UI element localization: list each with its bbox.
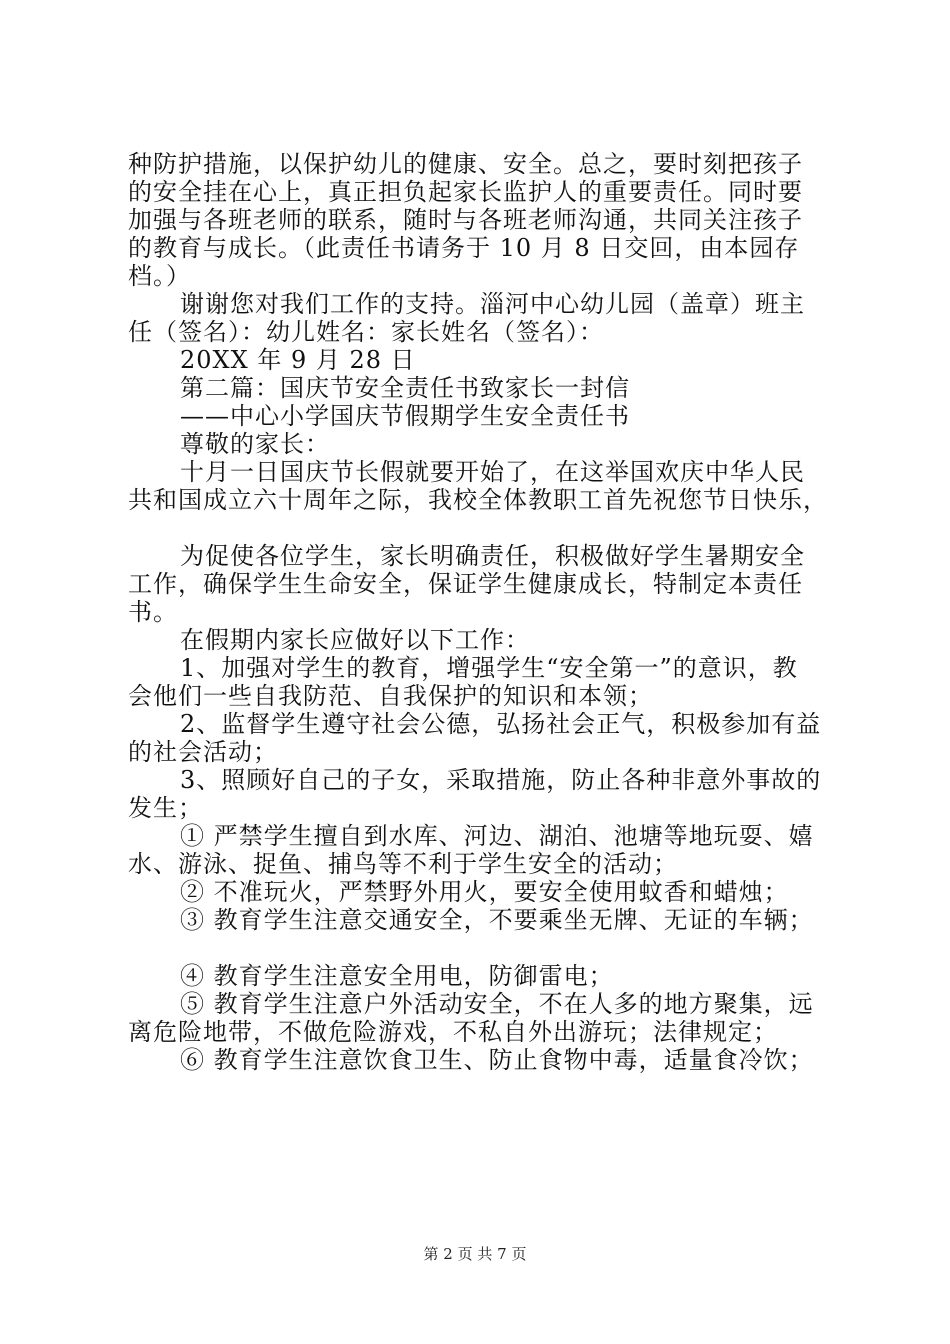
text-line: 工作，确保学生生命安全，保证学生健康成长，特制定本责任 xyxy=(128,570,803,598)
text-line: 档。） xyxy=(128,262,191,290)
list-item: 2、监督学生遵守社会公德，弘扬社会正气，积极参加有益 xyxy=(180,710,822,738)
text-line: 加强与各班老师的联系，随时与各班老师沟通，共同关注孩子 xyxy=(128,206,803,234)
paragraph-gap xyxy=(128,514,828,542)
salutation: 尊敬的家长： xyxy=(180,430,330,458)
text-line: 水、游泳、捉鱼、捕鸟等不利于学生安全的活动； xyxy=(128,850,678,878)
document-body xyxy=(128,150,828,1074)
section-subtitle: ——中心小学国庆节假期学生安全责任书 xyxy=(180,402,630,430)
text-line: 种防护措施，以保护幼儿的健康、安全。总之，要时刻把孩子 xyxy=(128,150,803,178)
page-footer: 第 2 页 共 7 页 xyxy=(423,1245,527,1263)
text-line: 共和国成立六十周年之际，我校全体教职工首先祝您节日快乐， xyxy=(128,486,828,514)
text-line: 为促使各位学生，家长明确责任，积极做好学生暑期安全 xyxy=(180,542,805,570)
text-line: 书。 xyxy=(128,598,178,626)
text-line: 的教育与成长。（此责任书请务于 10 月 8 日交回，由本园存 xyxy=(128,234,800,262)
text-line: 在假期内家长应做好以下工作： xyxy=(180,626,530,654)
section-title: 第二篇：国庆节安全责任书致家长一封信 xyxy=(180,374,630,402)
text-line: 离危险地带，不做危险游戏，不私自外出游玩；法律规定； xyxy=(128,1018,778,1046)
text-line: 谢谢您对我们工作的支持。淄河中心幼儿园（盖章）班主 xyxy=(180,290,805,318)
list-item: 1、加强对学生的教育，增强学生“安全第一”的意识，教 xyxy=(180,654,798,682)
text-line: 十月一日国庆节长假就要开始了，在这举国欢庆中华人民 xyxy=(180,458,805,486)
list-item: ⑤ 教育学生注意户外活动安全，不在人多的地方聚集，远 xyxy=(180,990,814,1018)
list-item: ⑥ 教育学生注意饮食卫生、防止食物中毒，适量食冷饮； xyxy=(180,1046,814,1074)
paragraph-gap xyxy=(128,934,828,962)
text-line: 任（签名）：幼儿姓名：家长姓名（签名）： xyxy=(128,318,604,346)
text-line: 的安全挂在心上，真正担负起家长监护人的重要责任。同时要 xyxy=(128,178,803,206)
list-item: ② 不准玩火，严禁野外用火，要安全使用蚊香和蜡烛； xyxy=(180,878,789,906)
text-line: 会他们一些自我防范、自我保护的知识和本领； xyxy=(128,682,653,710)
list-item: ④ 教育学生注意安全用电，防御雷电； xyxy=(180,962,614,990)
date-line: 20XX 年 9 月 28 日 xyxy=(180,346,416,374)
list-item: ③ 教育学生注意交通安全，不要乘坐无牌、无证的车辆； xyxy=(180,906,814,934)
text-line: 发生； xyxy=(128,794,203,822)
list-item: 3、照顾好自己的子女，采取措施，防止各种非意外事故的 xyxy=(180,766,822,794)
text-line: 的社会活动； xyxy=(128,738,278,766)
list-item: ① 严禁学生擅自到水库、河边、湖泊、池塘等地玩耍、嬉 xyxy=(180,822,814,850)
